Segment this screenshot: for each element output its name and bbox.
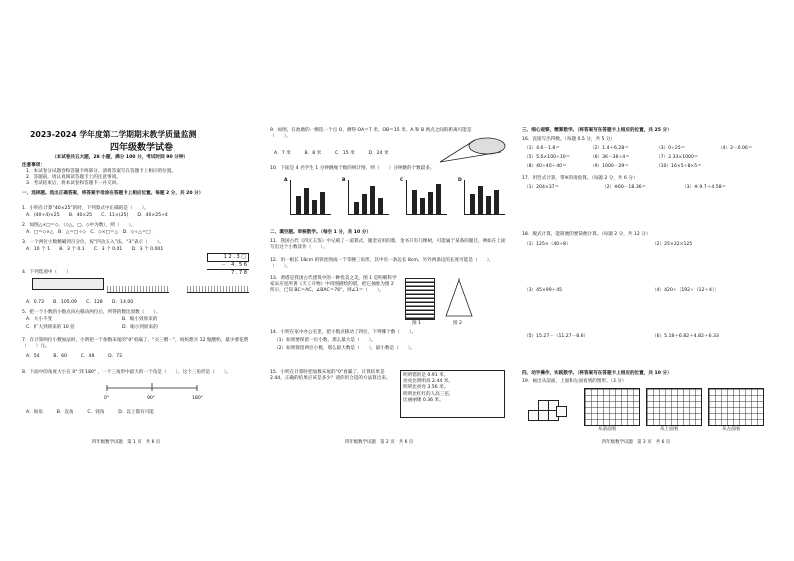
question-3: 3．一个两位小数精确到百分位，按“四舍五入”法，“3”表示（ ）。 bbox=[22, 240, 164, 245]
top-view-label: 从上面看 bbox=[660, 427, 679, 432]
bar-chart-a bbox=[290, 180, 331, 215]
section-2-heading: 二、填空题。审核数学。（每空 1 分，共 10 分） bbox=[270, 230, 371, 235]
cube-stack-figure bbox=[526, 390, 572, 424]
question-11: 11．我国古代《四元玉鉴》中记载了一道算式，题金宣用的鼎，金书只有几棵树，可能属于某条的题目，例如在上面写出这个小数读作（ ）。 bbox=[270, 239, 506, 251]
calc-line-3: 7 . 7 8 bbox=[231, 269, 247, 276]
calc-line-2: － 4 . 5 6 bbox=[207, 262, 249, 270]
q16-item-2: （2）1.4＋6.28＝ bbox=[590, 146, 629, 151]
question-1-options: A．(40+4)×25 B．40×25 C．11×(25) D．40×25+4 bbox=[26, 213, 168, 218]
chart-label-d: D bbox=[458, 178, 462, 183]
q16-item-10: （10）16×5÷8×5＝ bbox=[656, 164, 702, 169]
box-line-4: 明明比红红的人高三倍， bbox=[403, 391, 454, 397]
question-3-options: A．10 个 1 B．3 个 0.1 C．3 个 0.01 D．3 个 0.001 bbox=[26, 247, 164, 252]
box-line-3: 明明比亮亮 3.56 米。 bbox=[403, 385, 449, 391]
q18-item-1: （1）125×（40÷8） bbox=[524, 242, 571, 247]
question-13: 13．黄塔是我国古代建筑中的一种优美之美，图 1 是明朝科学家宋应星所著《天工开物》中用图描绘的塔，把它抽象为图 2 所示，已知 BC＝AC，∠BAC＝76°，则∠1＝（ ）。 bbox=[270, 276, 397, 294]
left-view-label: 从左面看 bbox=[722, 427, 741, 432]
angle-label-0: 0° bbox=[104, 396, 110, 401]
question-12: 12．用一根长 18cm 的铁丝围成一个等腰三角形，其中有一条边长 8cm，另外两条边的长度可能是（ ），（ ）。 bbox=[270, 258, 494, 270]
q18-item-2: （2）25×32×125 bbox=[652, 242, 693, 247]
ruler-figure bbox=[32, 278, 104, 290]
page-2-footer: 四年级数学试题 第 2 页 共 6 页 bbox=[345, 440, 414, 445]
question-15-box bbox=[400, 370, 505, 418]
question-9: 9．如图，在池塘的一侧选一个点 O，测得 OA＝7 米，OB＝15 米，A 和 B 两点之间的距离可能是（ ）。 bbox=[270, 128, 472, 140]
chart-label-b: B bbox=[342, 178, 346, 183]
front-view-grid bbox=[584, 388, 640, 426]
q18-item-3: （3）45×99＋45 bbox=[524, 288, 563, 293]
question-5-option-c: C．扩大到原来的 10 倍 bbox=[26, 325, 75, 330]
q16-item-1: （1）4.6－1.8＝ bbox=[524, 146, 560, 151]
angle-label-90: 90° bbox=[147, 396, 156, 401]
box-line-2: 亮亮比明明高 2.44 米。 bbox=[403, 379, 453, 385]
question-14-sub-2: （2）如果保留两位小数，那么最大数是（ ），最小数是（ ）。 bbox=[274, 346, 415, 351]
q17-item-2: （2）※60－18.36＝ bbox=[602, 185, 647, 190]
question-14-sub-1: （1）如果要保留一位小数，那么最大是（ ）。 bbox=[274, 338, 376, 343]
page-3 bbox=[522, 118, 780, 458]
chart-label-a: A bbox=[284, 178, 288, 183]
page-1-footer: 四年级数学试题 第 1 页 共 6 页 bbox=[92, 440, 161, 445]
section-1-heading: 一、选择题。选出正确答案，将答案字母涂在答题卡上相应位置。每题 2 分，共 20 分） bbox=[22, 191, 204, 196]
ruler-figure-3 bbox=[187, 286, 249, 293]
q17-item-3: （3）※ 9.7＋4.58＝ bbox=[682, 185, 727, 190]
question-18: 18．脱式计算，能简便的要简便计算。（每题 2 分，共 12 分） bbox=[522, 232, 651, 237]
angle-label-180: 180° bbox=[192, 396, 204, 401]
notice-2: 2．答题前，请认真阅读答题卡上的注意事项。 bbox=[26, 175, 121, 180]
question-5-option-b: B．缩小到原来的 bbox=[122, 317, 158, 322]
bar-chart-d bbox=[464, 180, 505, 215]
question-2-options: A．□＝◇×△ B．△＝□÷◇ C．◇×□＝△ D．◇÷△＝□ bbox=[26, 230, 151, 235]
q16-item-6: （6）36－36÷4＝ bbox=[590, 155, 630, 160]
question-17: 17．用竖式计算，带※的请验算。（每题 2 分，共 6 分） bbox=[522, 176, 638, 181]
notice-1: 1．本试卷分试题卷和答题卡两部分，请将答案写在答题卡上相应的位置。 bbox=[26, 169, 176, 174]
question-16: 16．直接写出得数。（每题 0.5 分，共 5 分） bbox=[522, 137, 616, 142]
question-1: 1．小明在计算“40×25”的时，下列算式中正确的是（ ）。 bbox=[22, 206, 149, 211]
section-3-heading: 三、细心观察，精算数学。（将答案写在答题卡上相应的位置，共 25 分） bbox=[522, 128, 672, 133]
question-2: 2．如图△×□＝◇，（◇△、□、◇中为数），则（ ）。 bbox=[22, 223, 136, 228]
question-4: 4．下列选项中（ ） bbox=[22, 270, 71, 275]
vertical-calculation bbox=[207, 253, 249, 276]
top-view-grid bbox=[646, 388, 702, 426]
question-4-options: A．0.73 B．105.09 C．128 D．14.00 bbox=[26, 300, 134, 305]
question-5-option-a: A．大小不变 bbox=[26, 317, 53, 322]
question-19: 19．画出从前面、上面和左面看到的图形。（3 分） bbox=[522, 379, 627, 384]
figure-1-label: 图 1 bbox=[412, 321, 421, 326]
pond-figure bbox=[435, 134, 507, 166]
notice-3: 3．考试结束后，将本试卷和答题卡一并交回。 bbox=[26, 181, 121, 186]
ruler-figure-2 bbox=[107, 286, 169, 293]
section-4-heading: 四、动手操作，实践数学。（将答案写在答题卡上相应的位置，共 10 分） bbox=[522, 371, 672, 376]
chart-label-c: C bbox=[400, 178, 404, 183]
question-9-options: A．7 米 B．8 米 C．15 米 D．24 米 bbox=[274, 151, 389, 156]
bar-chart-c bbox=[406, 180, 447, 215]
question-8-options: A．锐角 B．直角 C．钝角 D．以上都有可能 bbox=[26, 410, 154, 415]
question-7: 7．在计算两位小数加法时，小明把一个加数末尾的“0”看漏了，“买三赠一”，妈妈想买 12 瓶酸奶，最少要花费（ ）元。 bbox=[22, 338, 249, 350]
bar-chart-b bbox=[348, 180, 389, 215]
question-8: 8．下面中的角度大小在 0° 到 180° ，一个三角形中最大的一个角是（ ），这个三角形是（ ）。 bbox=[22, 370, 231, 375]
q16-item-9: （9）1000－29＝ bbox=[590, 164, 629, 169]
exam-subtitle: 四年级数学试卷 bbox=[110, 143, 174, 153]
front-view-label: 从前面看 bbox=[598, 427, 617, 432]
page-2 bbox=[270, 118, 510, 458]
q17-item-1: （1）204×37＝ bbox=[524, 185, 560, 190]
q16-item-4: （4）2－0.06＝ bbox=[718, 146, 753, 151]
exam-title: 2023-2024 学年度第二学期期末教学质量监测 bbox=[30, 130, 197, 139]
angle-protractor-figure bbox=[107, 380, 197, 396]
triangle-figure bbox=[442, 278, 476, 320]
q16-item-5: （5）5.6×100÷10＝ bbox=[524, 155, 571, 160]
question-15: 15．小明在计算时把加数末尾的“0”看漏了，计算结果是 2.44，正确的结果应该是多少？请你用合适的方法算出来。 bbox=[270, 370, 391, 382]
left-view-grid bbox=[708, 388, 764, 426]
question-5-option-d: D．缩小到原来的 bbox=[122, 325, 158, 330]
box-line-1: 明明错的是 0.91 米。 bbox=[403, 373, 449, 378]
page-1 bbox=[12, 118, 257, 458]
q16-item-8: （8）40÷40＋40＝ bbox=[524, 164, 567, 169]
page-3-footer: 四年级数学试题 第 3 页 共 6 页 bbox=[602, 440, 671, 445]
notice-heading: 注意事项： bbox=[22, 163, 45, 168]
pagoda-figure bbox=[405, 278, 435, 320]
calc-line-1: 1 2 . 3 □ bbox=[207, 253, 249, 262]
question-5: 5．把一个小数的小数点向右移动两位后，所得的数比原数（ ）。 bbox=[22, 310, 161, 315]
q18-item-4: （4）420÷［192÷（12＋4）］ bbox=[652, 288, 719, 293]
question-14: 14．小明在家中办公室里，把小数点移动了四位，下列哪个数（ ）。 bbox=[270, 330, 416, 335]
exam-sheet bbox=[12, 118, 782, 458]
q18-item-5: （5）15.27－（11.27－8.6） bbox=[524, 334, 589, 339]
figure-2-label: 图 2 bbox=[453, 321, 462, 326]
exam-note: （本试卷共五大题，28 小题，满分 100 分，考试时间 90 分钟） bbox=[52, 155, 189, 160]
q16-item-3: （3）0÷25＝ bbox=[656, 146, 686, 151]
q18-item-6: （6）5.18＋6.82＋4.82＋6.33 bbox=[652, 334, 719, 339]
q16-item-7: （7）2.33×1000＝ bbox=[656, 155, 699, 160]
question-7-options: A．54 B．60 C．48 D．72 bbox=[26, 354, 123, 359]
box-line-5: 比丽丽矮 0.36 米。 bbox=[403, 397, 444, 403]
question-10: 10．下面是 4 名学生 1 分钟跳绳个数的统计图，则（ ）分钟跳的个数最多。 bbox=[270, 166, 435, 171]
